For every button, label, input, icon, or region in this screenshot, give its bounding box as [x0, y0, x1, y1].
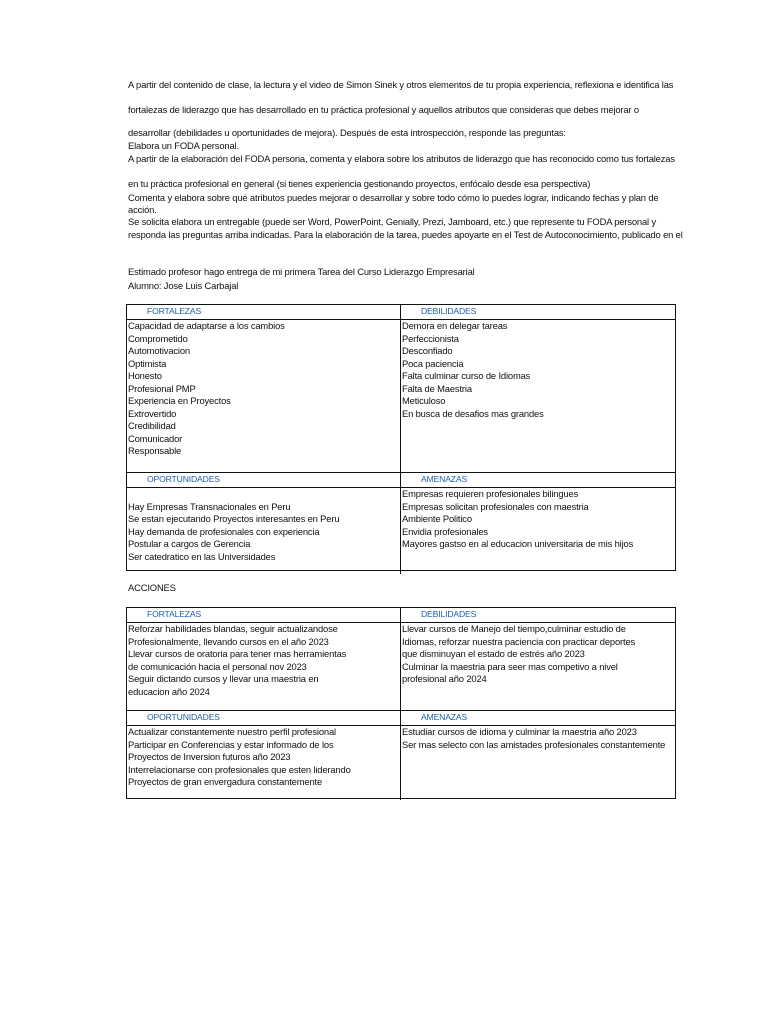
amenazas-header: AMENAZAS: [421, 712, 468, 722]
list-item: Poca paciencia: [402, 357, 464, 369]
list-item: que disminuyan el estado de estrés año 2023: [402, 648, 585, 659]
acciones-header-row-2: [127, 710, 675, 726]
debilidades-header: DEBILIDADES: [421, 609, 477, 619]
intro-line: fortalezas de liderazgo que has desarrollado en tu práctica profesional y aquellos atributos que consideras que debes mejorar o: [128, 104, 639, 115]
intro-line: desarrollar (debilidades u oportunidades de mejora). Después de esta introspección, responde las preguntas:: [128, 127, 566, 138]
list-item: En busca de desafios mas grandes: [402, 407, 544, 419]
list-item: Empresas requieren profesionales bilingues: [402, 488, 579, 499]
list-item: educacion año 2024: [128, 685, 210, 697]
list-item: Comunicador: [128, 432, 183, 444]
intro-line: Comenta y elabora sobre qué atributos puedes mejorar o desarrollar y sobre todo cómo lo puedes lograr, indicando fechas y plan de: [128, 192, 659, 203]
debilidades-list: [401, 320, 675, 472]
list-item: Automotivacion: [128, 345, 190, 356]
intro-line: A partir del contenido de clase, la lectura y el video de Simon Sinek y otros elementos de tu propia experiencia, reflexiona e identifica las: [128, 79, 674, 90]
list-item: Optimista: [128, 357, 167, 369]
list-item: Culminar la maestria para seer mas competivo a nivel: [402, 660, 618, 672]
list-item: Extrovertido: [128, 407, 177, 419]
list-item: Actualizar constantemente nuestro perfil profesional: [128, 726, 336, 737]
list-item: Interrelacionarse con profesionales que esten liderando: [128, 763, 351, 775]
list-item: Mayores gastso en al educacion universitaria de mis hijos: [402, 538, 634, 549]
list-item: Ser catedratico en las Universidades: [128, 550, 276, 562]
list-item: Participar en Conferencias y estar informado de los: [128, 738, 334, 750]
list-item: Hay Empresas Transnacionales en Peru: [128, 500, 291, 512]
list-item: Proyectos de Inversion futuros año 2023: [128, 751, 291, 762]
list-item: Credibilidad: [128, 420, 176, 431]
intro-line: responda las preguntas arriba indicadas. Para la elaboración de la tarea, puedes apoyarte en el Test de Autoconocimiento, publicado en el: [128, 229, 683, 240]
list-item: Ambiente Politico: [402, 513, 472, 524]
list-item: Proyectos de gran envergadura constantemente: [128, 776, 323, 787]
list-item: Ser mas selecto con las amistades profesionales constantemente: [402, 738, 666, 750]
foda-strengths-weaknesses-row: [127, 320, 675, 472]
list-item: Experiencia en Proyectos: [128, 395, 231, 406]
intro-line: acción.: [128, 204, 157, 215]
fortalezas-header: FORTALEZAS: [147, 306, 202, 316]
list-item: Perfeccionista: [402, 332, 459, 344]
list-item: Falta de Maestria: [402, 382, 472, 394]
oportunidades-header: OPORTUNIDADES: [147, 474, 220, 484]
fortalezas-list: [127, 320, 401, 472]
acciones-amenazas-list: [401, 726, 675, 800]
list-item: Profesionalmente, llevando cursos en el año 2023: [128, 635, 329, 647]
intro-line: Elabora un FODA personal.: [128, 140, 239, 151]
acciones-oportunidades-list: [127, 726, 401, 800]
list-item: Empresas solicitan profesionales con maestria: [402, 500, 589, 512]
amenazas-header: AMENAZAS: [421, 474, 468, 484]
intro-line: en tu práctica profesional en general (si tienes experiencia gestionando proyectos, enfócalo desde esa perspectiva): [128, 178, 591, 189]
foda-opportunities-threats-row: [127, 488, 675, 574]
list-item: Postular a cargos de Gerencia: [128, 538, 251, 549]
list-item: Demora en delegar tareas: [402, 320, 508, 331]
list-item: profesional año 2024: [402, 673, 487, 684]
list-item: Llevar cursos de oratoria para tener mas herramientas: [128, 648, 347, 659]
list-item: Hay demanda de profesionales con experiencia: [128, 525, 320, 537]
acciones-header-row: [127, 608, 675, 623]
student-name: Alumno: Jose Luis Carbajal: [128, 280, 239, 291]
list-item: de comunicación hacia el personal nov 2023: [128, 660, 307, 672]
debilidades-header: DEBILIDADES: [421, 306, 477, 316]
amenazas-list: [401, 488, 675, 574]
list-item: Llevar cursos de Manejo del tiempo,culminar estudio de: [402, 623, 626, 634]
list-item: Se estan ejecutando Proyectos interesantes en Peru: [128, 513, 340, 524]
acciones-title: ACCIONES: [128, 582, 176, 593]
list-item: Reforzar habilidades blandas, seguir actualizandose: [128, 623, 338, 634]
list-item: [128, 488, 400, 501]
submission-note: Estimado profesor hago entrega de mi primera Tarea del Curso Liderazgo Empresarial: [128, 266, 475, 277]
foda-header-row-2: [127, 472, 675, 488]
list-item: Desconfiado: [402, 345, 453, 356]
intro-line: A partir de la elaboración del FODA persona, comenta y elabora sobre los atributos de liderazgo que has reconocido como tus fortalezas: [128, 153, 675, 164]
list-item: Capacidad de adaptarse a los cambios: [128, 320, 285, 331]
acciones-table: [126, 607, 676, 799]
list-item: Honesto: [128, 370, 162, 381]
foda-header-row: [127, 305, 675, 320]
list-item: Seguir dictando cursos y llevar una maestria en: [128, 673, 319, 684]
list-item: Envidia profesionales: [402, 525, 488, 537]
acciones-row-2: [127, 726, 675, 800]
oportunidades-list: [127, 488, 401, 574]
list-item: Responsable: [128, 445, 182, 456]
list-item: Meticuloso: [402, 395, 446, 406]
list-item: Idiomas, reforzar nuestra paciencia con practicar deportes: [402, 635, 636, 647]
oportunidades-header: OPORTUNIDADES: [147, 712, 220, 722]
acciones-fortalezas-list: [127, 623, 401, 710]
list-item: Estudiar cursos de idioma y culminar la maestria año 2023: [402, 726, 637, 737]
list-item: Profesional PMP: [128, 382, 196, 394]
intro-line: Se solicita elabora un entregable (puede ser Word, PowerPoint, Genially, Prezi, Jamboard, etc.) que represente tu FODA personal y: [128, 216, 656, 227]
acciones-row-1: [127, 623, 675, 710]
acciones-debilidades-list: [401, 623, 675, 710]
foda-table: [126, 304, 676, 571]
list-item: Comprometido: [128, 332, 188, 344]
list-item: Falta culminar curso de Idiomas: [402, 370, 531, 381]
fortalezas-header: FORTALEZAS: [147, 609, 202, 619]
